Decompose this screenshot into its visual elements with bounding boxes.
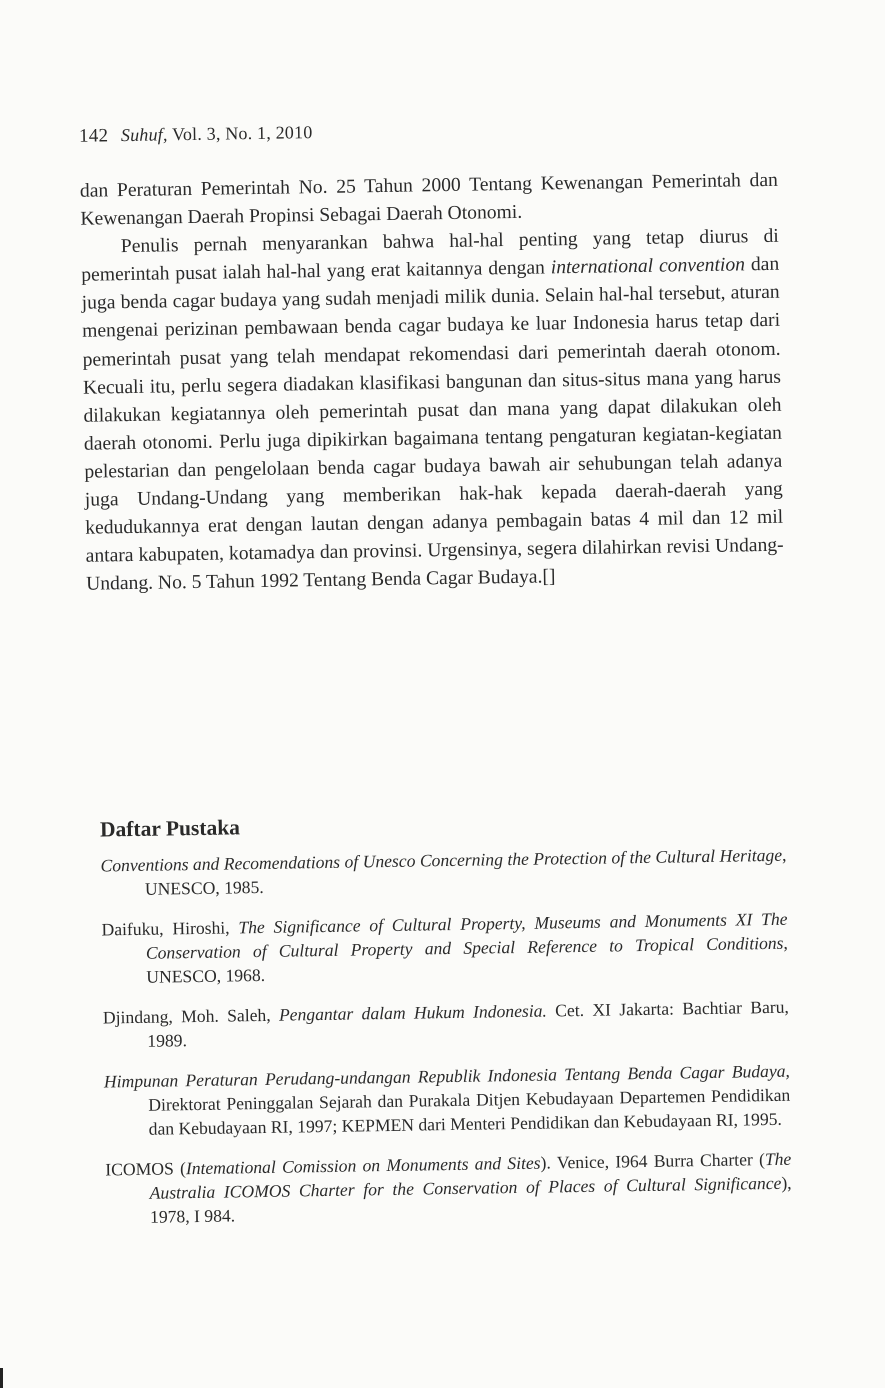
reference-list <box>100 843 792 1246</box>
reference-item <box>101 907 788 990</box>
reference-publisher: , UNESCO, 1968. <box>146 932 789 987</box>
paragraph-2-part-a: Penulis pernah menyarankan bahwa hal-hal penting yang tetap diurus di pemerintah pusat ialah hal-hal yang erat kaitannya dengan <box>81 225 779 287</box>
reference-title: Himpunan Peraturan Perudang-undangan Republik Indonesia Tentang Benda Cagar Budaya, <box>103 1060 791 1092</box>
reference-author: Daifuku, Hiroshi, <box>101 917 239 940</box>
reference-subtitle: The Australia ICOMOS Charter for the Conservation of Places of Cultural Significance <box>149 1148 792 1203</box>
paragraph-2-emphasis: international convention <box>550 254 746 279</box>
reference-item <box>104 1059 791 1142</box>
reference-text: ). Venice, I964 Burra Charter ( <box>540 1149 766 1173</box>
reference-item <box>103 995 790 1054</box>
reference-author: Djindang, Moh. Saleh, <box>102 1004 280 1028</box>
reference-item <box>100 843 787 902</box>
reference-title: Pengantar dalam Hukum Indonesia. <box>278 1000 547 1025</box>
reference-author: ICOMOS ( <box>105 1158 187 1180</box>
page-number: 142 <box>78 125 109 147</box>
reference-title: Conventions and Recomendations of Unesco Concerning the Protection of the Cultural Heritage <box>100 844 783 876</box>
reference-publisher: Direktorat Peninggalan Sejarah dan Purakala Ditjen Kebudayaan Departemen Pendidikan dan Kebudayaan RI, 1997; KEPMEN dari Menteri Pendidikan dan Kebudayaan RI, 1995. <box>148 1084 791 1139</box>
reference-publisher: Cet. XI Jakarta: Bachtiar Baru, 1989. <box>147 996 790 1051</box>
references-heading: Daftar Pustaka <box>99 815 241 842</box>
paragraph-1: dan Peraturan Pemerintah No. 25 Tahun 2000 Tentang Kewenangan Pemerintah dan Kewenangan Daerah Propinsi Sebagai Daerah Otonomi. <box>79 169 779 230</box>
reference-years: ), 1978, I 984. <box>149 1172 792 1227</box>
body-text <box>80 167 785 599</box>
reference-item <box>105 1147 792 1230</box>
scan-edge-mark <box>0 1368 3 1388</box>
running-header <box>79 122 313 148</box>
journal-name: Suhuf, <box>120 124 168 146</box>
paragraph-2-part-b: dan juga benda cagar budaya yang sudah menjadi milik dunia. Selain hal-hal tersebut, aturan mengenai perizinan pembawaan benda cagar budaya ke luar Indonesia harus tetap dari pemerintah pusat yang telah mendapat rekomendasi dari pemerintah daerah otonom. Kecuali itu, perlu segera diadakan klasifikasi bangunan dan situs-situs mana yang harus dilakukan kegiatannya oleh pemerintah pusat dan mana yang dapat dilakukan oleh daerah otonomi. Perlu juga dipikirkan bagaimana tentang pengaturan kegiatan-kegiatan pelestarian dan pengelolaan benda cagar budaya bawah air sehubungan telah adanya juga Undang-Undang yang memberikan hak-hak kepada daerah-daerah yang kedudukannya erat dengan lautan dengan adanya pembagain batas 4 mil dan 12 mil antara kabupaten, kotamadya dan provinsi. Urgensinya, segera dilahirkan revisi Undang-Undang. No. 5 Tahun 1992 Tentang Benda Cagar Budaya.[] <box>81 254 784 596</box>
reference-title: The Significance of Cultural Property, Museums and Monuments XI The Conservation of Cultural Property and Special Reference to Tropical Conditions <box>145 908 788 963</box>
reference-publisher: , UNESCO, 1985. <box>144 844 787 899</box>
reference-title: Intemational Comission on Monuments and Sites <box>185 1152 541 1179</box>
paragraph-2 <box>81 223 785 599</box>
journal-volume: Vol. 3, No. 1, 2010 <box>171 122 313 145</box>
